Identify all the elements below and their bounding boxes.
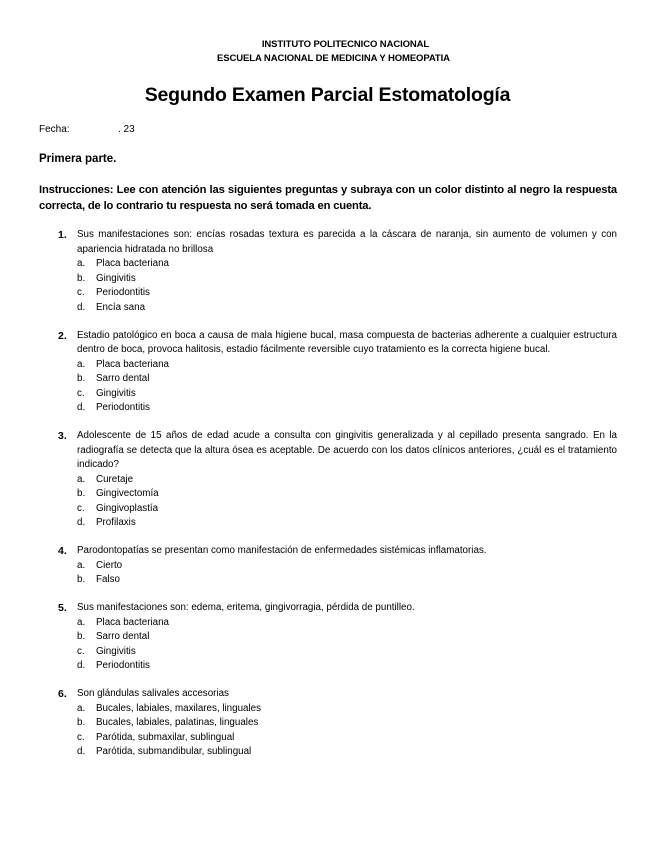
question <box>0 429 655 531</box>
question-text: Son glándulas salivales accesorias <box>77 688 229 699</box>
answer-option[interactable] <box>0 630 655 645</box>
instructions: Instrucciones: Lee con atención las siguientes preguntas y subraya con un color distinto al negro la respuesta correcta, de lo contrario tu respuesta no será tomada en cuenta. <box>39 184 617 212</box>
option-letter: b. <box>77 373 86 384</box>
option-text[interactable]: Bucales, labiales, maxilares, linguales <box>96 702 261 714</box>
option-letter: c. <box>77 645 85 657</box>
answer-option[interactable] <box>0 401 655 416</box>
question-text: Sus manifestaciones son: encías rosadas textura es parecida a la cáscara de naranja, sin aumento de volumen y con apariencia hidratada no brillosa <box>77 229 617 255</box>
option-letter: d. <box>77 660 86 671</box>
option-letter: b. <box>77 272 86 284</box>
option-text[interactable]: Periodontitis <box>96 287 150 298</box>
question <box>0 228 655 315</box>
question-list <box>0 228 655 773</box>
answer-option[interactable] <box>0 702 655 717</box>
question-number: 3. <box>58 430 67 442</box>
answer-option[interactable] <box>0 387 655 402</box>
option-text[interactable]: Gingivoplastía <box>96 502 159 514</box>
option-letter: a. <box>77 616 86 628</box>
answer-option[interactable] <box>0 358 655 373</box>
question-number: 4. <box>58 545 67 557</box>
question <box>0 544 655 588</box>
option-text[interactable]: Gingivitis <box>96 272 136 284</box>
option-text[interactable]: Placa bacteriana <box>96 616 169 628</box>
option-letter: c. <box>77 731 85 743</box>
answer-option[interactable] <box>0 616 655 631</box>
option-letter: d. <box>77 746 86 757</box>
option-text[interactable]: Gingivitis <box>96 387 136 399</box>
option-letter: b. <box>77 488 86 499</box>
question-number: 6. <box>58 688 67 700</box>
question-text: Adolescente de 15 años de edad acude a consulta con gingivitis generalizada y al cepillado presenta sangrado. En la radiografía se detecta que la altura ósea es aceptable. De acuerdo con los datos clínicos anteriores, ¿cuál es el tratamiento indicado? <box>77 430 617 470</box>
question <box>0 601 655 674</box>
question-text: Sus manifestaciones son: edema, eritema, gingivorragia, pérdida de puntilleo. <box>77 602 415 613</box>
answer-option[interactable] <box>0 645 655 660</box>
option-letter: d. <box>77 402 86 413</box>
question-number: 5. <box>58 602 67 614</box>
answer-option[interactable] <box>0 559 655 574</box>
question-number: 2. <box>58 329 67 342</box>
institution-name: INSTITUTO POLITECNICO NACIONAL <box>261 39 430 50</box>
answer-option[interactable] <box>0 659 655 674</box>
option-text[interactable]: Parótida, submaxilar, sublingual <box>96 731 235 743</box>
option-text[interactable]: Profilaxis <box>96 517 136 528</box>
option-letter: a. <box>77 473 86 485</box>
option-letter: d. <box>77 517 86 528</box>
option-text[interactable]: Encía sana <box>96 301 146 313</box>
question <box>0 329 655 416</box>
option-text[interactable]: Gingivitis <box>96 645 136 657</box>
option-text[interactable]: Falso <box>96 574 120 585</box>
date-label: Fecha: <box>39 124 70 135</box>
option-text[interactable]: Bucales, labiales, palatinas, linguales <box>96 717 259 728</box>
answer-option[interactable] <box>0 573 655 588</box>
option-letter: a. <box>77 559 86 571</box>
question <box>0 687 655 760</box>
page-title: Segundo Examen Parcial Estomatología <box>144 84 511 106</box>
answer-option[interactable] <box>0 301 655 316</box>
option-letter: b. <box>77 574 86 585</box>
option-text[interactable]: Curetaje <box>96 473 134 485</box>
option-letter: a. <box>77 258 86 269</box>
option-text[interactable]: Gingivectomía <box>96 488 159 499</box>
option-text[interactable]: Periodontitis <box>96 660 150 671</box>
answer-option[interactable] <box>0 516 655 531</box>
answer-option[interactable] <box>0 257 655 272</box>
answer-option[interactable] <box>0 372 655 387</box>
answer-option[interactable] <box>0 731 655 746</box>
date-value: . 23 <box>118 124 135 135</box>
option-text[interactable]: Cierto <box>96 559 123 571</box>
option-letter: c. <box>77 387 85 399</box>
option-text[interactable]: Sarro dental <box>96 631 150 642</box>
answer-option[interactable] <box>0 286 655 301</box>
option-letter: b. <box>77 631 86 642</box>
answer-option[interactable] <box>0 487 655 502</box>
question-text: Estadio patológico en boca a causa de mala higiene bucal, masa compuesta de bacterias adherente a cualquier estructura dentro de boca, provoca halitosis, estadio fácilmente reversible cuyo tratamiento es la correcta higiene bucal. <box>77 329 617 355</box>
question-text: Parodontopatías se presentan como manifestación de enfermedades sistémicas inflamatorias. <box>77 545 487 556</box>
option-text[interactable]: Periodontitis <box>96 402 150 413</box>
option-letter: c. <box>77 287 85 298</box>
answer-option[interactable] <box>0 473 655 488</box>
answer-option[interactable] <box>0 716 655 731</box>
option-text[interactable]: Placa bacteriana <box>96 358 169 370</box>
option-letter: a. <box>77 358 86 370</box>
answer-option[interactable] <box>0 502 655 517</box>
section-heading: Primera parte. <box>39 153 117 165</box>
option-letter: b. <box>77 717 86 728</box>
option-text[interactable]: Parótida, submandibular, sublingual <box>96 746 252 757</box>
school-name: ESCUELA NACIONAL DE MEDICINA Y HOMEOPATIA <box>217 53 450 64</box>
option-letter: d. <box>77 301 86 313</box>
option-text[interactable]: Placa bacteriana <box>96 258 169 269</box>
option-letter: c. <box>77 502 85 514</box>
answer-option[interactable] <box>0 272 655 287</box>
option-letter: a. <box>77 702 86 714</box>
option-text[interactable]: Sarro dental <box>96 373 150 384</box>
answer-option[interactable] <box>0 745 655 760</box>
question-number: 1. <box>58 229 67 241</box>
